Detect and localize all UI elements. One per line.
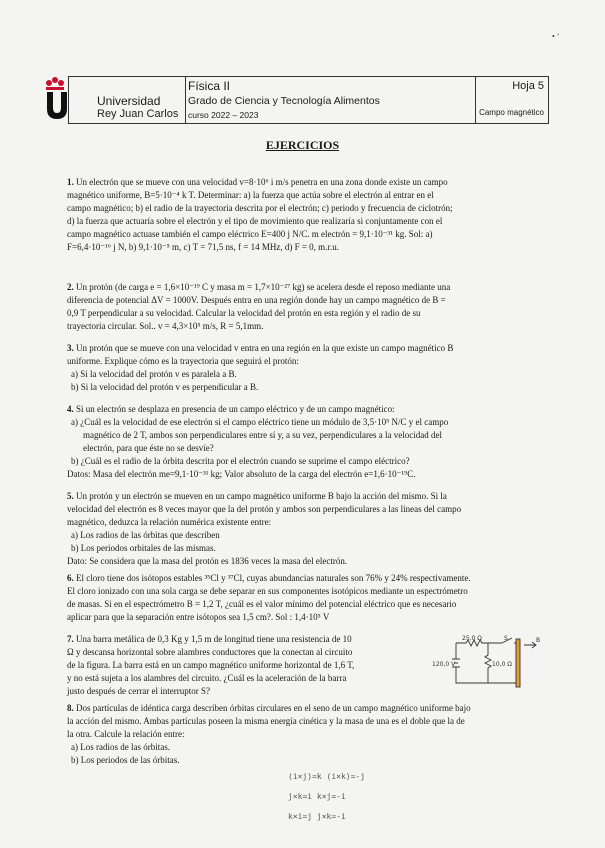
- text-line: Un protón y un electrón se mueven en un campo magnético uniforme B bajo la acción del mismo. Si la: [76, 491, 447, 501]
- sheet-topic: Campo magnético: [479, 108, 544, 117]
- sub-question-b: b) Los periodos orbitales de las mismas.: [71, 543, 216, 553]
- degree-name: Grado de Ciencia y Tecnología Alimentos: [188, 95, 380, 107]
- subject-name: Física II: [188, 79, 231, 93]
- circuit-diagram: [432, 633, 544, 691]
- sub-question-b: b) ¿Cuál es el radio de la órbita descrita por el electrón cuando se suprime el campo eléctrico?: [71, 456, 410, 466]
- switch-label: S: [504, 635, 508, 642]
- text-line: magnético uniforme, B=5·10⁻⁴ k T. Determinar: a) la fuerza que actúa sobre el electrón al entrar en el: [67, 190, 434, 200]
- exercise-6: [67, 572, 545, 624]
- exercise-number: 7.: [67, 634, 74, 644]
- text-line: de masas. Si en el espectrómetro B = 1,2 T, ¿cuál es el valor mínimo del potencial eléctrico que es necesario: [67, 599, 457, 609]
- page-title: EJERCICIOS: [265, 138, 340, 152]
- text-line: 0,9 T perpendicular a su velocidad. Calcular la velocidad del protón en esta región y el radio de su: [67, 308, 421, 318]
- text-line: uniforme. Explique cómo es la trayectoria que seguirá el protón:: [67, 356, 299, 366]
- header-table: [68, 76, 549, 124]
- scan-mark: • ’: [552, 32, 560, 41]
- exercise-8: [67, 702, 545, 767]
- text-line: la otra. Calcule la relación entre:: [67, 729, 185, 739]
- course-cell: [185, 77, 476, 123]
- text-line: electrón, para que éste no se desvíe?: [83, 443, 214, 453]
- sheet-cell: [475, 77, 548, 123]
- text-line: Ω y descansa horizontal sobre alambres conductores que la conectan al circuito: [67, 647, 353, 657]
- university-logo-icon: [13, 75, 99, 121]
- sub-question-a: a) Si la velocidad del protón v es paralela a B.: [71, 369, 237, 379]
- sub-question-a: a) Los radios de las órbitas que describen: [71, 530, 220, 540]
- text-line: Un electrón que se mueve con una velocidad v=8·10⁶ i m/s penetra en una zona donde existe un campo: [76, 177, 448, 187]
- exercise-number: 2.: [67, 282, 74, 292]
- sub-question-a: a) ¿Cuál es la velocidad de ese electrón si el campo eléctrico tiene un módulo de 3,5·10⁵ N/C y el campo: [71, 417, 449, 427]
- exercise-number: 1.: [67, 177, 74, 187]
- exercise-2: [67, 281, 545, 333]
- sub-question-b: b) Los periodos de las órbitas.: [71, 755, 180, 765]
- text-line: magnético de 2 T, ambos son perpendiculares entre sí y, a su vez, perpendiculares a la velocidad del: [83, 430, 442, 440]
- data-line: Datos: Masa del electrón me=9,1·10⁻³¹ kg; Valor absoluto de la carga del electrón e=1,6·10⁻¹⁹C.: [67, 469, 416, 479]
- university-name-line1: Universidad: [97, 94, 161, 108]
- exercise-7: [67, 633, 419, 698]
- voltage-label: 120,0 V: [432, 661, 456, 668]
- text-line: Si un electrón se desplaza en presencia de un campo eléctrico y de un campo magnético:: [76, 404, 395, 414]
- text-line: de la figura. La barra está en un campo magnético uniforme horizontal de 1,6 T,: [67, 660, 355, 670]
- text-line: Dos partículas de idéntica carga describen órbitas circulares en el seno de un campo magnético uniforme bajo: [76, 703, 471, 713]
- handwritten-note: k×i=j j×k=-i: [288, 812, 346, 821]
- text-line: Un protón que se mueve con una velocidad v entra en una región en la que existe un campo magnético B: [76, 343, 454, 353]
- resistor-1-label: 25,0 Ω: [462, 635, 482, 642]
- handwritten-note: (i×j)=k (i×k)=-j: [288, 772, 366, 781]
- resistor-2-label: 10,0 Ω: [492, 661, 512, 668]
- text-line: y no está sujeta a los alambres del circuito. ¿Cuál es la aceleración de la barra: [67, 673, 347, 683]
- exercise-number: 8.: [67, 703, 74, 713]
- sheet-number: Hoja 5: [512, 80, 544, 92]
- solution-line: aplicar para que la separación entre isótopos sea 1,5 cm?. Sol : 1,4·10⁵ V: [67, 612, 330, 622]
- text-line: campo magnético; b) el radio de la trayectoria descrita por el electrón; c) periodo y frecuencia de ciclotrón;: [67, 203, 453, 213]
- text-line: Una barra metálica de 0,3 Kg y 1,5 m de longitud tiene una resistencia de 10: [76, 634, 352, 644]
- sub-question-a: a) Los radios de las órbitas.: [71, 742, 170, 752]
- text-line: El cloro tiene dos isótopos estables ³⁵Cl y ³⁷Cl, cuyas abundancias naturales son 76% y 24% respectivamente.: [76, 573, 471, 583]
- solution-line: F=6,4·10⁻¹⁶ j N, b) 9,1·10⁻⁵ m, c) T = 71,5 ns, f = 14 MHz, d) F = 0, m.r.u.: [67, 242, 339, 252]
- exercise-number: 6.: [67, 573, 74, 583]
- text-line: velocidad del electrón es 8 veces mayor que la del protón y ambos son perpendiculares a las líneas del campo: [67, 504, 462, 514]
- exercise-3: [67, 342, 545, 394]
- text-line: magnético, deduzca la relación numérica existente entre:: [67, 517, 272, 527]
- exercise-1: [67, 176, 545, 254]
- text-line: justo después de cerrar el interruptor S?: [67, 686, 210, 696]
- university-name-line2: Rey Juan Carlos: [97, 108, 179, 120]
- exercise-number: 4.: [67, 404, 74, 414]
- exercise-number: 5.: [67, 491, 74, 501]
- exercise-4: [67, 403, 545, 481]
- exercise-number: 3.: [67, 343, 74, 353]
- text-line: campo magnético actuase también el campo eléctrico E=400 j N/C. m electrón = 9,1·10⁻³¹ kg. Sol: a): [67, 229, 433, 239]
- text-line: diferencia de potencial ΔV = 1000V. Después entra en una región donde hay un campo magnético de B =: [67, 295, 446, 305]
- university-cell: [69, 77, 186, 123]
- data-line: Dato: Se considera que la masa del protón es 1836 veces la masa del electrón.: [67, 556, 348, 566]
- text-line: la acción del mismo. Ambas partículas poseen la misma energía cinética y la masa de una es el doble que la de: [67, 716, 465, 726]
- handwritten-note: j×k=i k×j=-i: [288, 792, 346, 801]
- text-line: d) la fuerza que actuaría sobre el electrón y el tipo de movimiento que realizaría si conjuntamente con el: [67, 216, 443, 226]
- sub-question-b: b) Si la velocidad del protón v es perpendicular a B.: [71, 382, 259, 392]
- text-line: El cloro ionizado con una sola carga se debe separar en sus componentes isotópicos mediante un espectrómetro: [67, 586, 468, 596]
- course-year: curso 2022 – 2023: [188, 110, 259, 120]
- exercise-5: [67, 490, 545, 568]
- field-label: B: [536, 637, 541, 644]
- solution-line: trayectoria circular. Sol.. v = 4,3×10⁵ m/s, R = 5,1mm.: [67, 321, 264, 331]
- text-line: Un protón (de carga e = 1,6×10⁻¹⁹ C y masa m = 1,7×10⁻²⁷ kg) se acelera desde el reposo mediante una: [76, 282, 451, 292]
